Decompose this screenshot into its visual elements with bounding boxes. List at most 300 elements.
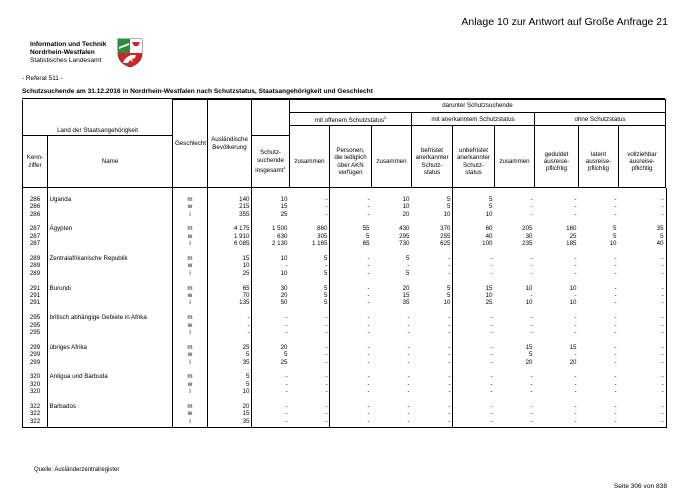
value-cell: - <box>448 358 451 366</box>
geschlecht-cell: i <box>189 388 191 396</box>
value-cell: 355 <box>239 210 250 218</box>
table-row <box>23 359 666 366</box>
table-row <box>23 373 666 380</box>
value-cell: - <box>490 254 493 262</box>
value-cell: 25 <box>569 232 577 240</box>
value-cell: 5 <box>660 232 664 240</box>
value-cell: - <box>448 329 451 337</box>
value-cell: - <box>285 321 288 329</box>
value-cell: 35 <box>242 358 250 366</box>
value-cell: - <box>614 210 617 218</box>
value-cell: - <box>614 254 617 262</box>
kennziffer-cell: 320 <box>29 373 41 381</box>
value-cell: - <box>407 351 410 359</box>
value-cell: - <box>407 417 410 425</box>
column-divider <box>452 188 453 427</box>
value-cell: 5 <box>366 232 370 240</box>
value-cell: - <box>614 417 617 425</box>
value-cell: - <box>574 195 577 203</box>
value-cell: - <box>325 403 328 411</box>
group-separator <box>23 218 666 225</box>
value-cell: - <box>325 262 328 270</box>
value-cell: - <box>574 203 577 211</box>
value-cell: 60 <box>485 225 493 233</box>
value-cell: 10 <box>485 292 493 299</box>
value-cell: - <box>574 210 577 218</box>
value-cell: - <box>614 410 617 418</box>
value-cell: - <box>490 269 493 277</box>
name-cell <box>48 381 173 388</box>
value-cell: 625 <box>440 240 451 248</box>
kennziffer-cell: 320 <box>29 380 41 388</box>
table-row <box>23 418 666 425</box>
value-cell: - <box>407 380 410 388</box>
table-row <box>23 314 666 321</box>
value-cell: - <box>490 410 493 418</box>
group-separator <box>23 366 666 373</box>
value-cell: - <box>661 358 664 366</box>
value-cell: 255 <box>440 232 451 240</box>
kennziffer-cell: 299 <box>29 343 41 351</box>
value-cell: - <box>661 417 664 425</box>
table-row <box>23 351 666 358</box>
value-cell: - <box>325 195 328 203</box>
value-cell: - <box>407 403 410 411</box>
value-cell: - <box>407 358 410 366</box>
col-offen-label: mit offenem Schutzstatus <box>314 117 385 125</box>
table-row <box>23 262 666 269</box>
kennziffer-cell: 320 <box>29 388 41 396</box>
table-row <box>23 403 666 410</box>
value-cell: - <box>367 321 370 329</box>
col-befristet: befristet anerkannter Schutz- status <box>412 136 453 188</box>
kennziffer-cell: 322 <box>29 410 41 418</box>
value-cell: - <box>367 292 370 299</box>
col-land-spacer <box>23 100 173 126</box>
value-cell: - <box>367 358 370 366</box>
table-row <box>23 381 666 388</box>
value-cell: - <box>530 373 533 381</box>
col-schutz-spacer <box>252 100 290 136</box>
table-row <box>23 196 666 203</box>
value-cell: - <box>614 203 617 211</box>
col-unbefristet: unbefristet anerkannter Schutz- status <box>453 136 495 188</box>
col-name: Name <box>48 136 173 188</box>
name-cell <box>48 233 173 240</box>
value-cell: 65 <box>362 240 370 248</box>
value-cell: 630 <box>277 232 288 240</box>
geschlecht-cell: w <box>187 203 193 211</box>
value-cell: - <box>530 203 533 211</box>
value-cell: - <box>574 410 577 418</box>
group-separator <box>23 307 666 314</box>
value-cell: - <box>325 417 328 425</box>
value-cell: - <box>448 388 451 396</box>
value-cell: 20 <box>280 343 288 351</box>
value-cell: - <box>325 343 328 351</box>
col-offen <box>290 113 412 126</box>
value-cell: 295 <box>399 232 410 240</box>
value-cell: 15 <box>280 203 288 211</box>
value-cell: 20 <box>280 292 288 299</box>
value-cell: - <box>614 380 617 388</box>
geschlecht-cell: m <box>187 195 193 203</box>
value-cell: 10 <box>485 210 493 218</box>
value-cell: 15 <box>569 343 577 351</box>
name-cell: Burundi <box>49 284 71 292</box>
value-cell: - <box>661 410 664 418</box>
value-cell: - <box>325 351 328 359</box>
geschlecht-cell: i <box>189 417 191 425</box>
value-cell: 40 <box>656 240 664 248</box>
column-divider <box>329 188 330 427</box>
value-cell: - <box>325 329 328 337</box>
value-cell: - <box>574 403 577 411</box>
col-schutzsuchende-sup: 1 <box>283 165 286 171</box>
value-cell: - <box>530 314 533 322</box>
value-cell: - <box>530 254 533 262</box>
value-cell: - <box>285 314 288 322</box>
value-cell: - <box>661 299 664 307</box>
geschlecht-cell: m <box>187 225 193 233</box>
org-line-1: Information und Technik <box>30 41 107 48</box>
value-cell: 65 <box>242 284 250 292</box>
value-cell: - <box>490 380 493 388</box>
value-cell: - <box>448 321 451 329</box>
value-cell: 215 <box>239 203 250 211</box>
value-cell: - <box>614 262 617 270</box>
kennziffer-cell: 289 <box>29 269 41 277</box>
geschlecht-cell: i <box>189 299 191 307</box>
value-cell: 5 <box>246 373 250 381</box>
value-cell: - <box>574 314 577 322</box>
value-cell: - <box>530 403 533 411</box>
col-geduldet: geduldet ausreise- pflichtig <box>535 136 579 188</box>
value-cell: - <box>247 321 250 329</box>
value-cell: 5 <box>447 284 451 292</box>
table-row <box>23 388 666 395</box>
value-cell: 40 <box>485 232 493 240</box>
referat: - Referat 511 - <box>22 75 63 82</box>
value-cell: - <box>574 292 577 299</box>
value-cell: - <box>367 210 370 218</box>
org-line-3: Statistisches Landesamt <box>30 57 102 64</box>
name-cell <box>48 410 173 417</box>
value-cell: 20 <box>402 284 410 292</box>
value-cell: 5 <box>613 225 617 233</box>
value-cell: 5 <box>489 195 493 203</box>
col-subheader-spacer <box>330 126 372 136</box>
value-cell: - <box>367 284 370 292</box>
value-cell: - <box>490 343 493 351</box>
col-schutzsuchende-label: Schutz- suchende insgesamt <box>255 149 284 175</box>
value-cell: 5 <box>284 351 288 359</box>
geschlecht-cell: m <box>187 284 193 292</box>
kennziffer-cell: 286 <box>29 203 41 211</box>
group-separator <box>23 188 666 196</box>
value-cell: 55 <box>362 225 370 233</box>
table-row <box>23 322 666 329</box>
table-row <box>23 344 666 351</box>
value-cell: - <box>574 417 577 425</box>
kennziffer-cell: 291 <box>29 284 41 292</box>
name-cell: übriges Afrika <box>49 343 87 351</box>
value-cell: - <box>448 262 451 270</box>
name-cell: britisch abhängige Gebiete in Afrika <box>49 314 147 322</box>
geschlecht-cell: w <box>187 232 193 240</box>
value-cell: - <box>574 321 577 329</box>
name-cell: Ägypten <box>49 225 73 233</box>
value-cell: - <box>574 351 577 359</box>
value-cell: - <box>325 410 328 418</box>
value-cell: - <box>530 329 533 337</box>
value-cell: 10 <box>402 203 410 211</box>
col-offen-zusammen: zusammen <box>290 136 330 188</box>
value-cell: 10 <box>443 210 451 218</box>
value-cell: 25 <box>485 299 493 307</box>
value-cell: - <box>490 403 493 411</box>
value-cell: 10 <box>443 299 451 307</box>
value-cell: 10 <box>569 284 577 292</box>
value-cell: - <box>661 262 664 270</box>
name-cell <box>48 211 173 218</box>
value-cell: 20 <box>242 403 250 411</box>
value-cell: 10 <box>280 195 288 203</box>
group-separator <box>23 248 666 255</box>
table-row <box>23 211 666 218</box>
value-cell: - <box>661 269 664 277</box>
value-cell: - <box>367 254 370 262</box>
value-cell: - <box>661 403 664 411</box>
value-cell: 25 <box>280 210 288 218</box>
kennziffer-cell: 287 <box>29 240 41 248</box>
source-note: Quelle: Ausländerzentralregister <box>34 467 120 473</box>
geschlecht-cell: i <box>189 329 191 337</box>
value-cell: 10 <box>402 195 410 203</box>
kennziffer-cell: 299 <box>29 351 41 359</box>
kennziffer-cell: 299 <box>29 358 41 366</box>
col-subheader-spacer <box>372 126 412 136</box>
value-cell: - <box>325 203 328 211</box>
value-cell: 15 <box>402 292 410 299</box>
value-cell: 30 <box>280 284 288 292</box>
geschlecht-cell: i <box>189 210 191 218</box>
value-cell: - <box>530 262 533 270</box>
value-cell: - <box>614 351 617 359</box>
value-cell: 35 <box>656 225 664 233</box>
col-ohne: ohne Schutzstatus <box>535 113 666 126</box>
value-cell: 70 <box>242 292 250 299</box>
value-cell: 10 <box>569 299 577 307</box>
value-cell: - <box>367 314 370 322</box>
value-cell: 5 <box>489 203 493 211</box>
value-cell: - <box>448 314 451 322</box>
value-cell: 160 <box>566 225 577 233</box>
col-subheader-spacer <box>412 126 453 136</box>
name-cell <box>48 299 173 306</box>
value-cell: - <box>490 329 493 337</box>
value-cell: - <box>448 343 451 351</box>
col-ohne-zusammen: zusammen <box>495 136 535 188</box>
name-cell <box>48 359 173 366</box>
value-cell: - <box>285 329 288 337</box>
value-cell: - <box>661 284 664 292</box>
value-cell: - <box>490 351 493 359</box>
table-row <box>23 270 666 277</box>
col-offen-sup: 2 <box>384 115 387 120</box>
value-cell: 25 <box>242 269 250 277</box>
value-cell: 185 <box>566 240 577 248</box>
geschlecht-cell: w <box>187 262 193 270</box>
kennziffer-cell: 322 <box>29 417 41 425</box>
value-cell: - <box>661 321 664 329</box>
value-cell: - <box>285 262 288 270</box>
value-cell: 15 <box>242 410 250 418</box>
value-cell: - <box>574 373 577 381</box>
col-darunter: darunter Schutzsuchende <box>290 100 666 113</box>
value-cell: 15 <box>525 343 533 351</box>
table-row <box>23 240 666 247</box>
col-vollziehbar: vollziehbar ausreise- pflichtig <box>619 136 666 188</box>
value-cell: 100 <box>482 240 493 248</box>
value-cell: 10 <box>242 388 250 396</box>
value-cell: 15 <box>485 284 493 292</box>
value-cell: 5 <box>324 284 328 292</box>
value-cell: - <box>285 388 288 396</box>
value-cell: - <box>367 269 370 277</box>
value-cell: - <box>614 269 617 277</box>
col-land: Land der Staatsangehörigkeit <box>23 126 173 136</box>
geschlecht-cell: m <box>187 373 193 381</box>
value-cell: - <box>661 329 664 337</box>
kennziffer-cell: 289 <box>29 254 41 262</box>
annex-title: Anlage 10 zur Antwort auf Große Anfrage 21 <box>461 16 668 28</box>
value-cell: - <box>614 403 617 411</box>
value-cell: 20 <box>569 358 577 366</box>
value-cell: 430 <box>399 225 410 233</box>
value-cell: 5 <box>324 292 328 299</box>
value-cell: - <box>325 380 328 388</box>
value-cell: - <box>285 380 288 388</box>
value-cell: - <box>530 292 533 299</box>
value-cell: - <box>661 373 664 381</box>
geschlecht-cell: w <box>187 380 193 388</box>
col-latent: latent ausreise- pflichtig <box>579 136 619 188</box>
geschlecht-cell: w <box>187 292 193 299</box>
value-cell: - <box>448 380 451 388</box>
value-cell: - <box>614 321 617 329</box>
column-divider <box>172 188 173 427</box>
col-schutzsuchende <box>252 136 290 188</box>
value-cell: - <box>661 314 664 322</box>
kennziffer-cell: 286 <box>29 195 41 203</box>
value-cell: 4 175 <box>234 225 250 233</box>
col-subheader-spacer <box>453 126 495 136</box>
name-cell <box>48 329 173 336</box>
value-cell: 10 <box>525 299 533 307</box>
value-cell: - <box>614 314 617 322</box>
value-cell: - <box>367 299 370 307</box>
value-cell: - <box>661 195 664 203</box>
value-cell: - <box>661 351 664 359</box>
kennziffer-cell: 287 <box>29 232 41 240</box>
name-cell: Zentralafrikanische Republik <box>49 254 128 262</box>
value-cell: - <box>285 403 288 411</box>
value-cell: - <box>490 314 493 322</box>
kennziffer-cell: 287 <box>29 225 41 233</box>
value-cell: - <box>661 380 664 388</box>
value-cell: - <box>614 299 617 307</box>
value-cell: - <box>367 329 370 337</box>
value-cell: - <box>407 321 410 329</box>
value-cell: - <box>325 321 328 329</box>
col-subheader-spacer <box>619 126 666 136</box>
geschlecht-cell: i <box>189 269 191 277</box>
value-cell: - <box>614 373 617 381</box>
value-cell: - <box>661 388 664 396</box>
group-separator <box>23 336 666 343</box>
value-cell: - <box>490 262 493 270</box>
value-cell: - <box>490 321 493 329</box>
table-row <box>23 299 666 306</box>
name-cell <box>48 351 173 358</box>
value-cell: 140 <box>239 195 250 203</box>
org-name <box>30 41 106 65</box>
name-cell <box>48 292 173 299</box>
value-cell: 5 <box>447 195 451 203</box>
value-cell: - <box>367 380 370 388</box>
name-cell <box>48 322 173 329</box>
value-cell: - <box>325 314 328 322</box>
value-cell: - <box>530 195 533 203</box>
value-cell: - <box>614 284 617 292</box>
value-cell: 15 <box>242 254 250 262</box>
value-cell: 35 <box>242 417 250 425</box>
geschlecht-cell: w <box>187 351 193 359</box>
value-cell: - <box>407 388 410 396</box>
value-cell: - <box>367 351 370 359</box>
group-separator <box>23 277 666 284</box>
value-cell: - <box>530 388 533 396</box>
name-cell <box>48 240 173 247</box>
data-table <box>22 99 666 425</box>
kennziffer-cell: 291 <box>29 299 41 307</box>
value-cell: - <box>661 210 664 218</box>
value-cell: - <box>661 254 664 262</box>
table-row <box>23 203 666 210</box>
value-cell: - <box>407 262 410 270</box>
value-cell: - <box>367 262 370 270</box>
value-cell: - <box>325 388 328 396</box>
value-cell: - <box>574 388 577 396</box>
value-cell: - <box>530 417 533 425</box>
value-cell: 5 <box>246 380 250 388</box>
name-cell: Barbados <box>49 403 76 411</box>
org-line-2: Nordrhein-Westfalen <box>30 49 95 56</box>
value-cell: - <box>407 343 410 351</box>
value-cell: - <box>325 373 328 381</box>
kennziffer-cell: 289 <box>29 262 41 270</box>
value-cell: - <box>574 262 577 270</box>
value-cell: 25 <box>280 358 288 366</box>
column-divider <box>47 188 48 427</box>
value-cell: - <box>285 417 288 425</box>
geschlecht-cell: w <box>187 410 193 418</box>
value-cell: - <box>367 388 370 396</box>
value-cell: - <box>661 203 664 211</box>
name-cell <box>48 203 173 210</box>
value-cell: 235 <box>522 240 533 248</box>
